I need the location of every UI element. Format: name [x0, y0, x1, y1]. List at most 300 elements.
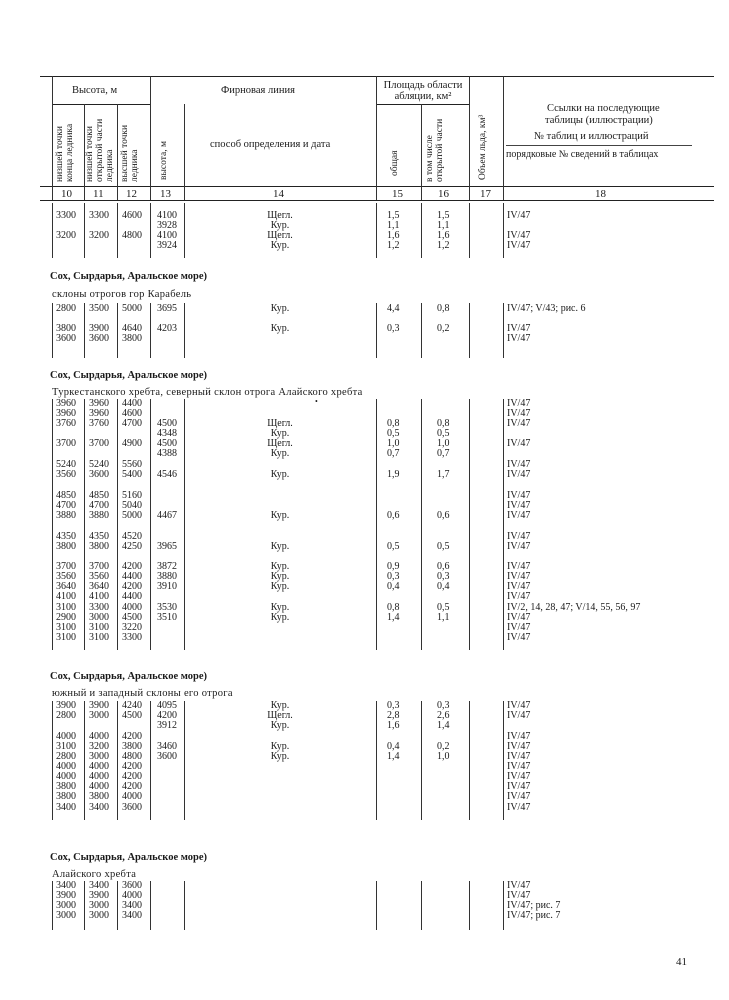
cell-c10: 3000 [56, 910, 76, 921]
cell-c12: 4250 [122, 541, 142, 552]
cell-c18: IV/47 [507, 398, 531, 409]
cell-c15: 1,6 [387, 230, 400, 241]
cell-c12: 4900 [122, 438, 142, 449]
cell-c12: 3220 [122, 622, 142, 633]
cell-c15: 1,5 [387, 210, 400, 221]
cell-c12: 4400 [122, 398, 142, 409]
cell-c18: IV/47 [507, 323, 531, 334]
cell-c14: Кур. [270, 220, 290, 231]
cell-c10: 3900 [56, 700, 76, 711]
cell-c10: 2800 [56, 710, 76, 721]
cell-c12: 3600 [122, 880, 142, 891]
cell-c14: Кур. [270, 720, 290, 731]
header-col11: низшей точки открытой части ледника [85, 118, 115, 182]
cell-c12: 4800 [122, 230, 142, 241]
cell-c14: Щегл. [267, 418, 293, 429]
header-col18-line4: порядковые № сведений в таблицах [506, 149, 659, 160]
cell-c11: 3000 [89, 710, 109, 721]
cell-c12: 4500 [122, 612, 142, 623]
cell-c10: 3560 [56, 469, 76, 480]
cell-c18: IV/47; V/43; рис. 6 [507, 303, 586, 314]
cell-c10: 3900 [56, 890, 76, 901]
header-firn-group: Фирновая линия [221, 85, 295, 96]
section-3-subtitle: Туркестанского хребта, северный склон отрога Алайского хребта [52, 387, 363, 398]
cell-c13: 4467 [157, 510, 177, 521]
cell-c12: 4240 [122, 700, 142, 711]
header-col15: общая [390, 150, 400, 176]
table-vline [184, 701, 185, 820]
header-col16: в том числе открытой части [425, 118, 445, 182]
header-mid-rule-area [376, 104, 469, 105]
cell-c11: 4700 [89, 500, 109, 511]
section-3-title: Сох, Сырдарья, Аральское море) [50, 370, 208, 381]
section-4-subtitle: южный и западный склоны его отрога [52, 688, 233, 699]
cell-c18: IV/47 [507, 751, 531, 762]
cell-c14: Кур. [270, 240, 290, 251]
cell-c18: IV/47; рис. 7 [507, 910, 561, 921]
cell-c11: 3800 [89, 791, 109, 802]
cell-c16: 0,5 [437, 428, 450, 439]
cell-c16: 0,2 [437, 741, 450, 752]
table-vline [117, 399, 118, 650]
cell-c15: 0,4 [387, 741, 400, 752]
cell-c13: 3510 [157, 612, 177, 623]
cell-c16: 0,5 [437, 602, 450, 613]
cell-c11: 3300 [89, 602, 109, 613]
cell-c15: 0,6 [387, 510, 400, 521]
cell-c18: IV/47 [507, 581, 531, 592]
cell-c10: 3100 [56, 622, 76, 633]
table-vline [469, 881, 470, 930]
cell-c18: IV/47 [507, 771, 531, 782]
cell-c12: 4200 [122, 581, 142, 592]
cell-c10: 3800 [56, 781, 76, 792]
cell-c16: 0,3 [437, 700, 450, 711]
cell-c10: 4000 [56, 771, 76, 782]
cell-c11: 3000 [89, 612, 109, 623]
cell-c14: Кур. [270, 323, 290, 334]
cell-c11: 4000 [89, 771, 109, 782]
table-vline [469, 203, 470, 258]
cell-c11: 4100 [89, 591, 109, 602]
cell-c15: 0,8 [387, 418, 400, 429]
header-height-group: Высота, м [72, 85, 118, 96]
cell-c18: IV/47 [507, 459, 531, 470]
cell-c16: 1,1 [437, 612, 450, 623]
cell-c10: 3760 [56, 418, 76, 429]
cell-c10: 3400 [56, 802, 76, 813]
table-vline [376, 399, 377, 650]
cell-c14: Щегл. [267, 230, 293, 241]
table-vline [376, 881, 377, 930]
cell-c15: 0,3 [387, 323, 400, 334]
cell-c10: 3960 [56, 408, 76, 419]
cell-c16: 1,1 [437, 220, 450, 231]
header-col18-line3: № таблиц и иллюстраций [534, 131, 649, 142]
cell-c14: Кур. [270, 510, 290, 521]
cell-c16: 0,8 [437, 418, 450, 429]
cell-c11: 3000 [89, 900, 109, 911]
cell-c15: 2,8 [387, 710, 400, 721]
cell-c16: 1,0 [437, 751, 450, 762]
header-col18-line2: таблицы (иллюстрации) [545, 115, 653, 126]
cell-c12: 4400 [122, 591, 142, 602]
cell-c10: 3100 [56, 741, 76, 752]
cell-c12: 4200 [122, 761, 142, 772]
cell-c12: 4000 [122, 890, 142, 901]
cell-c11: 3880 [89, 510, 109, 521]
cell-c13: 3872 [157, 561, 177, 572]
cell-c11: 4350 [89, 531, 109, 542]
table-vline [421, 399, 422, 650]
col-number-16: 16 [438, 188, 449, 200]
cell-c18: IV/47 [507, 469, 531, 480]
table-vline [117, 881, 118, 930]
cell-c12: 4200 [122, 781, 142, 792]
cell-c11: 3400 [89, 880, 109, 891]
cell-c13: 3600 [157, 751, 177, 762]
cell-c11: 3900 [89, 323, 109, 334]
cell-c11: 5240 [89, 459, 109, 470]
table-vline [52, 701, 53, 820]
cell-c10: 3700 [56, 561, 76, 572]
cell-c13: 4100 [157, 230, 177, 241]
col-number-10: 10 [61, 188, 72, 200]
col-number-17: 17 [480, 188, 491, 200]
cell-c13: 3695 [157, 303, 177, 314]
table-vline [150, 399, 151, 650]
cell-c15: 0,5 [387, 541, 400, 552]
section-5-subtitle: Алайского хребта [52, 869, 137, 880]
cell-c15: 1,0 [387, 438, 400, 449]
cell-c13: 4203 [157, 323, 177, 334]
cell-c14: Кур. [270, 469, 290, 480]
table-vline [503, 399, 504, 650]
cell-c10: 3300 [56, 210, 76, 221]
cell-c12: 5160 [122, 490, 142, 501]
cell-c10: 3000 [56, 900, 76, 911]
table-vline [421, 701, 422, 820]
cell-c14: Щегл. [267, 710, 293, 721]
cell-c13: 4100 [157, 210, 177, 221]
cell-c15: 0,4 [387, 581, 400, 592]
cell-c18: IV/47 [507, 240, 531, 251]
table-vline [376, 701, 377, 820]
cell-c18: IV/47 [507, 541, 531, 552]
cell-c12: 4520 [122, 531, 142, 542]
stray-dot: • [315, 397, 318, 406]
cell-c18: IV/47 [507, 880, 531, 891]
cell-c18: IV/47 [507, 890, 531, 901]
cell-c15: 0,3 [387, 700, 400, 711]
cell-c10: 3100 [56, 632, 76, 643]
header-top-rule [40, 76, 714, 77]
cell-c15: 1,1 [387, 220, 400, 231]
cell-c18: IV/47 [507, 531, 531, 542]
cell-c11: 3600 [89, 333, 109, 344]
col-number-13: 13 [160, 188, 171, 200]
cell-c13: 3530 [157, 602, 177, 613]
table-vline [84, 701, 85, 820]
header-col12: высшей точки ледника [120, 124, 140, 182]
cell-c16: 0,4 [437, 581, 450, 592]
cell-c10: 3560 [56, 571, 76, 582]
table-vline [469, 399, 470, 650]
cell-c11: 3100 [89, 622, 109, 633]
table-vline [376, 203, 377, 258]
cell-c16: 1,4 [437, 720, 450, 731]
table-vline [421, 303, 422, 358]
cell-c18: IV/47 [507, 700, 531, 711]
cell-c11: 3000 [89, 751, 109, 762]
section-4-title: Сох, Сырдарья, Аральское море) [50, 671, 208, 682]
cell-c11: 3200 [89, 230, 109, 241]
cell-c11: 3640 [89, 581, 109, 592]
header-col17: Объем льда, км³ [478, 114, 488, 180]
cell-c12: 5560 [122, 459, 142, 470]
cell-c18: IV/47 [507, 500, 531, 511]
table-vline [503, 701, 504, 820]
header-vline-2 [117, 104, 118, 200]
cell-c15: 1,4 [387, 612, 400, 623]
cell-c18: IV/47 [507, 710, 531, 721]
cell-c16: 1,0 [437, 438, 450, 449]
table-vline [469, 303, 470, 358]
cell-c12: 4700 [122, 418, 142, 429]
col-number-14: 14 [273, 188, 284, 200]
cell-c13: 4500 [157, 418, 177, 429]
cell-c11: 3960 [89, 408, 109, 419]
cell-c10: 4700 [56, 500, 76, 511]
cell-c18: IV/2, 14, 28, 47; V/14, 55, 56, 97 [507, 602, 641, 613]
cell-c12: 4600 [122, 408, 142, 419]
cell-c14: Щегл. [267, 210, 293, 221]
cell-c11: 3560 [89, 571, 109, 582]
col-number-15: 15 [392, 188, 403, 200]
header-vline-5 [376, 76, 377, 200]
cell-c18: IV/47 [507, 510, 531, 521]
cell-c16: 0,3 [437, 571, 450, 582]
cell-c18: IV/47 [507, 591, 531, 602]
cell-c10: 3700 [56, 438, 76, 449]
cell-c11: 3960 [89, 398, 109, 409]
cell-c10: 3960 [56, 398, 76, 409]
cell-c13: 4200 [157, 710, 177, 721]
table-vline [184, 303, 185, 358]
cell-c10: 2800 [56, 751, 76, 762]
header-vline-0 [52, 76, 53, 200]
table-vline [52, 203, 53, 258]
cell-c11: 3300 [89, 210, 109, 221]
cell-c12: 4200 [122, 561, 142, 572]
cell-c18: IV/47; рис. 7 [507, 900, 561, 911]
cell-c12: 4400 [122, 571, 142, 582]
cell-c18: IV/47 [507, 781, 531, 792]
cell-c13: 3912 [157, 720, 177, 731]
header-vline-3 [150, 76, 151, 200]
number-row-rule [40, 200, 714, 201]
cell-c18: IV/47 [507, 802, 531, 813]
table-vline [150, 203, 151, 258]
header-bottom-rule [40, 186, 714, 187]
header-vline-4 [184, 104, 185, 200]
cell-c11: 3700 [89, 561, 109, 572]
header-col10: низшей точки конца ледника [55, 123, 75, 182]
cell-c13: 4500 [157, 438, 177, 449]
cell-c12: 4500 [122, 710, 142, 721]
table-vline [150, 303, 151, 358]
cell-c16: 1,6 [437, 230, 450, 241]
cell-c18: IV/47 [507, 561, 531, 572]
table-vline [52, 881, 53, 930]
table-vline [150, 701, 151, 820]
cell-c18: IV/47 [507, 408, 531, 419]
cell-c13: 4388 [157, 448, 177, 459]
col-number-12: 12 [126, 188, 137, 200]
cell-c12: 4200 [122, 771, 142, 782]
table-vline [469, 701, 470, 820]
cell-c10: 3640 [56, 581, 76, 592]
cell-c10: 3800 [56, 323, 76, 334]
cell-c10: 3200 [56, 230, 76, 241]
table-vline [421, 881, 422, 930]
cell-c10: 3800 [56, 791, 76, 802]
cell-c10: 5240 [56, 459, 76, 470]
cell-c15: 0,7 [387, 448, 400, 459]
header-vline-7 [469, 76, 470, 200]
table-vline [503, 303, 504, 358]
cell-c18: IV/47 [507, 333, 531, 344]
table-vline [52, 399, 53, 650]
cell-c12: 5000 [122, 510, 142, 521]
table-vline [421, 203, 422, 258]
cell-c14: Кур. [270, 581, 290, 592]
cell-c13: 3928 [157, 220, 177, 231]
table-vline [117, 203, 118, 258]
cell-c16: 2,6 [437, 710, 450, 721]
cell-c11: 3000 [89, 910, 109, 921]
page-number: 41 [676, 956, 687, 968]
cell-c11: 3900 [89, 700, 109, 711]
cell-c18: IV/47 [507, 230, 531, 241]
cell-c13: 3965 [157, 541, 177, 552]
table-vline [184, 203, 185, 258]
section-2-title: Сох, Сырдарья, Аральское море) [50, 271, 208, 282]
cell-c15: 1,4 [387, 751, 400, 762]
cell-c14: Кур. [270, 428, 290, 439]
header-col13: высота, м [159, 141, 169, 180]
cell-c12: 4600 [122, 210, 142, 221]
cell-c18: IV/47 [507, 791, 531, 802]
cell-c18: IV/47 [507, 632, 531, 643]
cell-c14: Кур. [270, 571, 290, 582]
cell-c12: 5400 [122, 469, 142, 480]
cell-c15: 1,9 [387, 469, 400, 480]
table-vline [503, 203, 504, 258]
cell-c14: Кур. [270, 561, 290, 572]
cell-c15: 0,8 [387, 602, 400, 613]
cell-c13: 3460 [157, 741, 177, 752]
cell-c13: 3880 [157, 571, 177, 582]
table-vline [84, 203, 85, 258]
cell-c15: 0,9 [387, 561, 400, 572]
cell-c10: 4850 [56, 490, 76, 501]
cell-c16: 0,2 [437, 323, 450, 334]
cell-c11: 3200 [89, 741, 109, 752]
table-vline [117, 303, 118, 358]
cell-c14: Кур. [270, 612, 290, 623]
section-2-subtitle: склоны отрогов гор Карабель [52, 289, 192, 300]
cell-c11: 3600 [89, 469, 109, 480]
cell-c12: 3800 [122, 741, 142, 752]
table-vline [52, 303, 53, 358]
cell-c10: 3800 [56, 541, 76, 552]
cell-c13: 3910 [157, 581, 177, 592]
cell-c12: 4640 [122, 323, 142, 334]
cell-c13: 4546 [157, 469, 177, 480]
table-vline [184, 881, 185, 930]
cell-c14: Кур. [270, 303, 290, 314]
cell-c14: Щегл. [267, 438, 293, 449]
cell-c16: 0,5 [437, 541, 450, 552]
cell-c10: 4100 [56, 591, 76, 602]
header-mid-rule-left [52, 104, 150, 105]
cell-c18: IV/47 [507, 761, 531, 772]
cell-c12: 4000 [122, 602, 142, 613]
cell-c12: 5040 [122, 500, 142, 511]
cell-c11: 3100 [89, 632, 109, 643]
table-vline [376, 303, 377, 358]
table-vline [84, 881, 85, 930]
cell-c14: Кур. [270, 700, 290, 711]
cell-c11: 4000 [89, 731, 109, 742]
cell-c12: 3800 [122, 333, 142, 344]
cell-c18: IV/47 [507, 210, 531, 221]
cell-c14: Кур. [270, 751, 290, 762]
cell-c12: 4000 [122, 791, 142, 802]
table-vline [84, 399, 85, 650]
cell-c16: 0,8 [437, 303, 450, 314]
cell-c18: IV/47 [507, 741, 531, 752]
cell-c18: IV/47 [507, 571, 531, 582]
cell-c16: 1,7 [437, 469, 450, 480]
col18-divider-rule [506, 145, 692, 146]
cell-c16: 1,5 [437, 210, 450, 221]
cell-c18: IV/47 [507, 612, 531, 623]
cell-c12: 4200 [122, 731, 142, 742]
col-number-11: 11 [93, 188, 104, 200]
cell-c10: 3400 [56, 880, 76, 891]
section-5-title: Сох, Сырдарья, Аральское море) [50, 852, 208, 863]
cell-c12: 3600 [122, 802, 142, 813]
cell-c16: 1,2 [437, 240, 450, 251]
cell-c16: 0,6 [437, 510, 450, 521]
cell-c11: 4850 [89, 490, 109, 501]
cell-c10: 2800 [56, 303, 76, 314]
header-vline-8 [503, 76, 504, 200]
table-vline [184, 399, 185, 650]
header-vline-6 [421, 104, 422, 200]
cell-c10: 4000 [56, 761, 76, 772]
cell-c11: 3700 [89, 438, 109, 449]
table-vline [150, 881, 151, 930]
header-area-group: Площадь области абляции, км² [383, 80, 463, 103]
cell-c12: 4800 [122, 751, 142, 762]
cell-c14: Кур. [270, 602, 290, 613]
cell-c15: 0,5 [387, 428, 400, 439]
cell-c15: 0,3 [387, 571, 400, 582]
cell-c10: 3100 [56, 602, 76, 613]
